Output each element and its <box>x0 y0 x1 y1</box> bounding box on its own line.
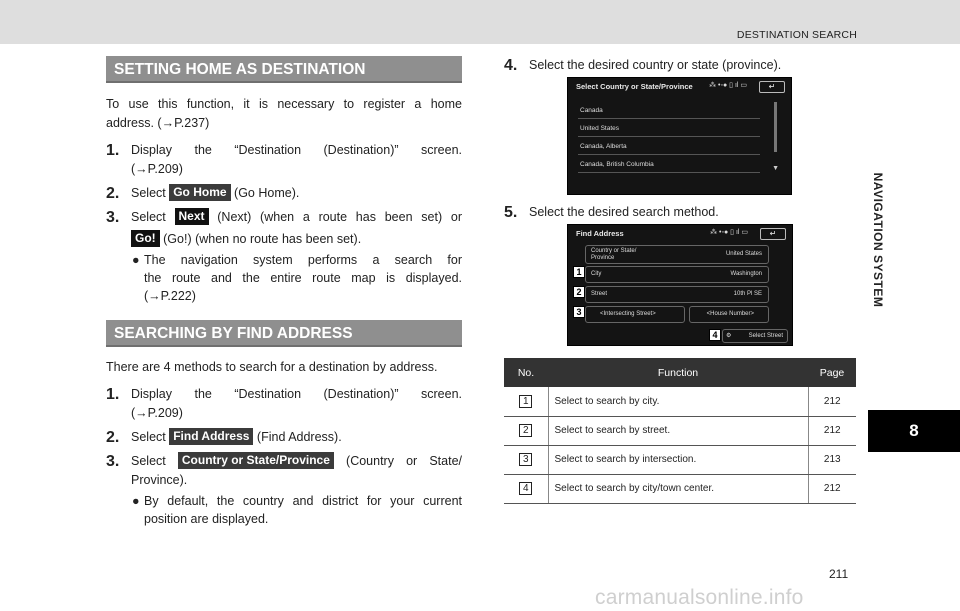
bullet-address: ● By default, the country and district for your current position are displayed. <box>132 494 462 526</box>
side-tab-label-area <box>860 90 896 390</box>
scrollbar[interactable] <box>774 102 777 152</box>
left-column <box>106 56 462 528</box>
function-table <box>504 358 856 504</box>
country-state-screen <box>567 77 792 195</box>
list-item[interactable]: Canada <box>578 102 760 119</box>
scroll-down-icon[interactable]: ▼ <box>772 165 779 172</box>
status-icons: ⁂ •◦● ▯ ıl ▭ <box>709 82 747 89</box>
running-title: DESTINATION SEARCH <box>736 29 857 41</box>
header-no: No. <box>504 358 548 387</box>
marker-3: 3 <box>573 306 585 318</box>
side-tab-label: NAVIGATION SYSTEM <box>871 172 885 308</box>
chapter-badge: 8 <box>868 410 960 452</box>
step-4: 4. Select the desired country or state (province). <box>504 57 782 74</box>
intro-address: There are 4 methods to search for a destination by address. <box>106 360 438 374</box>
intro-home: To use this function, it is necessary to register a home address. (→P.237) <box>106 97 462 130</box>
marker-1: 1 <box>573 266 585 278</box>
list-item[interactable]: United States <box>578 120 760 137</box>
table-row: 4 Select to search by city/town center. 212 <box>504 474 856 503</box>
gear-icon: ⚙ <box>726 333 732 339</box>
back-button[interactable]: ↵ <box>759 81 785 93</box>
status-icons: ⁂ •◦● ▯ ıl ▭ <box>710 229 748 236</box>
step-3-address: 3. Select Country or State/Province (Country or State/ Province). <box>106 453 462 487</box>
screen-title: Find Address <box>576 229 624 238</box>
back-button[interactable]: ↵ <box>760 228 786 240</box>
bullet-home: ● The navigation system performs a search for the route and the entire route map is displayed. (→P.222) <box>132 253 462 303</box>
table-row: 3 Select to search by intersection. 213 <box>504 445 856 474</box>
step-1-home: 1. Display the “Destination (Destination)” screen. (→P.209) <box>106 142 462 176</box>
street-row[interactable]: Street 10th Pl SE <box>585 286 769 303</box>
step-5: 5. Select the desired search method. <box>504 204 719 221</box>
header-function: Function <box>548 358 808 387</box>
house-number-row[interactable]: <House Number> <box>689 306 769 323</box>
section-heading-address: SEARCHING BY FIND ADDRESS <box>106 320 462 347</box>
right-column <box>504 56 858 75</box>
next-button[interactable]: Next <box>175 208 209 225</box>
table-row: 1 Select to search by city. 212 <box>504 387 856 416</box>
section-heading-home: SETTING HOME AS DESTINATION <box>106 56 462 83</box>
city-row[interactable]: City Washington <box>585 266 769 283</box>
find-address-button[interactable]: Find Address <box>169 428 253 445</box>
step-1-address: 1. Display the “Destination (Destination)” screen. (→P.209) <box>106 386 462 420</box>
find-address-screen <box>567 224 793 346</box>
marker-2: 2 <box>573 286 585 298</box>
go-home-button[interactable]: Go Home <box>169 184 230 201</box>
country-row[interactable]: Country or State/ Province United States <box>585 245 769 264</box>
list-item[interactable]: Canada, Alberta <box>578 138 760 155</box>
country-state-button[interactable]: Country or State/Province <box>178 452 334 469</box>
select-street-button[interactable]: ⚙ Select Street <box>722 329 788 343</box>
table-header <box>504 358 856 387</box>
header-page: Page <box>808 358 856 387</box>
table-row: 2 Select to search by street. 212 <box>504 416 856 445</box>
go-button[interactable]: Go! <box>131 230 160 247</box>
watermark: carmanualsonline.info <box>595 586 804 609</box>
marker-4: 4 <box>709 329 721 341</box>
screen-title: Select Country or State/Province <box>576 82 693 91</box>
step-3-home: 3. Select Next (Next) (when a route has been set) or Go! (Go!) (when no route has been set). <box>106 209 462 246</box>
step-2-address: 2. Select Find Address (Find Address). <box>106 429 342 446</box>
page-number: 211 <box>829 567 849 581</box>
step-2-home: 2. Select Go Home (Go Home). <box>106 185 300 202</box>
list-item[interactable]: Canada, British Columbia <box>578 156 760 173</box>
intersecting-street-row[interactable]: <Intersecting Street> <box>585 306 685 323</box>
